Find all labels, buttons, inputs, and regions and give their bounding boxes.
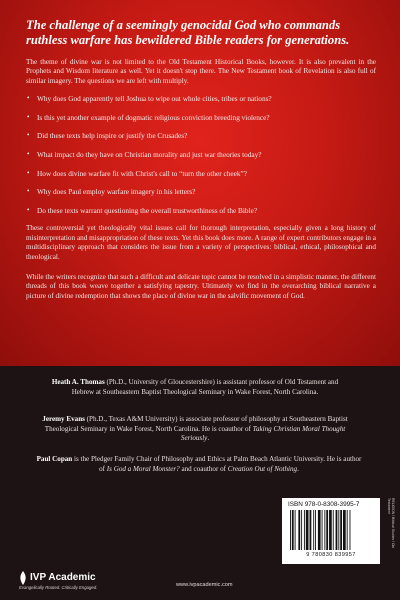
barcode-bar xyxy=(310,510,312,550)
question-item: • Do these texts warrant questioning the overall trustworthiness of the Bible? xyxy=(27,205,258,215)
barcode-bar xyxy=(301,510,302,550)
author-bio-copan: Paul Copan is the Pledger Family Chair of Philosophy and Ethics at Palm Beach Atlantic University. He is author of Is God a Moral Monster? and coauthor of Creation Out of Nothing. xyxy=(36,455,362,473)
question-item: • How does divine warfare fit with Christ's call to “turn the other cheek”? xyxy=(27,168,248,178)
barcode-icon xyxy=(290,510,372,550)
barcode-bar xyxy=(326,510,328,550)
barcode-bar xyxy=(313,510,314,550)
barcode-bar xyxy=(318,510,321,550)
barcode-bar xyxy=(298,510,300,550)
bullet-icon: • xyxy=(27,168,30,177)
category-note: RELIGION / Biblical Studies / Old Testament xyxy=(387,498,395,549)
barcode-bar xyxy=(315,510,316,550)
conclusion-paragraph: While the writers recognize that such a difficult and delicate topic cannot be resolved in a simplistic manner, the different threads of this book weave together a satisfying tapestry. Ultimately we find in the overarching biblical narrative a picture of divine redemption that shows the place of divine war in the salvific movement of God. xyxy=(26,273,376,300)
headline: The challenge of a seemingly genocidal God who commands ruthless warfare has bewildered Bible readers for generations. xyxy=(26,18,350,47)
bullet-icon: • xyxy=(27,205,30,214)
question-item: • Why does God apparently tell Joshua to wipe out whole cities, tribes or nations? xyxy=(27,94,272,104)
intro-paragraph: The theme of divine war is not limited to the Old Testament Historical Books, however. It is also prevalent in the Prophets and Wisdom literature as well. Yet it doesn't stop there. The New Testament book of Revelation is also full of similar imagery. The questions we are left with multiply. xyxy=(26,58,376,85)
barcode-bar xyxy=(340,510,342,550)
publisher-logo xyxy=(18,571,128,593)
ivp-leaf-icon xyxy=(18,571,28,585)
author-bio-thomas: Heath A. Thomas (Ph.D., University of Gloucestershire) is assistant professor of Old Testament and Hebrew at Southeastern Baptist Theological Seminary in Wake Forest, North Carolina. xyxy=(51,378,339,396)
barcode-bar xyxy=(333,510,334,550)
barcode-bar xyxy=(292,510,294,550)
question-item: • What impact do they have on Christian morality and just war theories today? xyxy=(27,150,262,159)
description-paragraph: These controversial yet theologically vital issues call for thorough interpretation, especially given a long history of misinterpretation and misappropriation of these texts. Yet this book does more. A range of expert contributors engage in a multidisciplinary approach that considers the issue from a variety of perspectives: biblical, ethical, philosophical and theological. xyxy=(26,224,376,261)
barcode-bar xyxy=(322,510,323,550)
bullet-icon: • xyxy=(27,94,30,103)
bullet-icon: • xyxy=(27,112,30,121)
author-bio-evans: Jeremy Evans (Ph.D., Texas A&M University) is associate professor of philosophy at Southeastern Baptist Theological Seminary in Wake Forest, North Carolina. He is coauthor of Taking Christian Moral Thought Seriously. xyxy=(42,415,348,443)
isbn-label: ISBN 978-0-8308-3995-7 xyxy=(288,501,360,508)
barcode-bar xyxy=(324,510,325,550)
barcode-bar xyxy=(336,510,338,550)
barcode-bar xyxy=(350,510,351,550)
barcode-bar xyxy=(343,510,346,550)
publisher-tagline: Evangelically Rooted. Critically Engaged. xyxy=(19,585,98,590)
question-list xyxy=(26,94,376,215)
isbn-digits: 9 780830 839957 xyxy=(306,552,356,558)
barcode-bar xyxy=(338,510,339,550)
back-cover-dark-panel xyxy=(0,366,400,600)
publisher-name: IVP Academic xyxy=(30,572,96,583)
question-item: • Is this yet another example of dogmatic religious conviction breeding violence? xyxy=(27,112,270,122)
publisher-url[interactable]: www.ivpacademic.com xyxy=(176,582,233,588)
barcode-bar xyxy=(347,510,348,550)
barcode-bar xyxy=(290,510,291,550)
bullet-icon: • xyxy=(27,150,30,158)
barcode-bar xyxy=(295,510,296,550)
question-item: • Why does Paul employ warfare imagery in his letters? xyxy=(27,187,196,197)
bullet-icon: • xyxy=(27,187,30,196)
barcode-bar xyxy=(306,510,309,550)
barcode-bar xyxy=(304,510,305,550)
isbn-barcode xyxy=(282,498,380,564)
barcode-bar xyxy=(329,510,332,550)
bullet-icon: • xyxy=(27,131,30,140)
question-item: • Did these texts help inspire or justify the Crusades? xyxy=(27,131,188,141)
